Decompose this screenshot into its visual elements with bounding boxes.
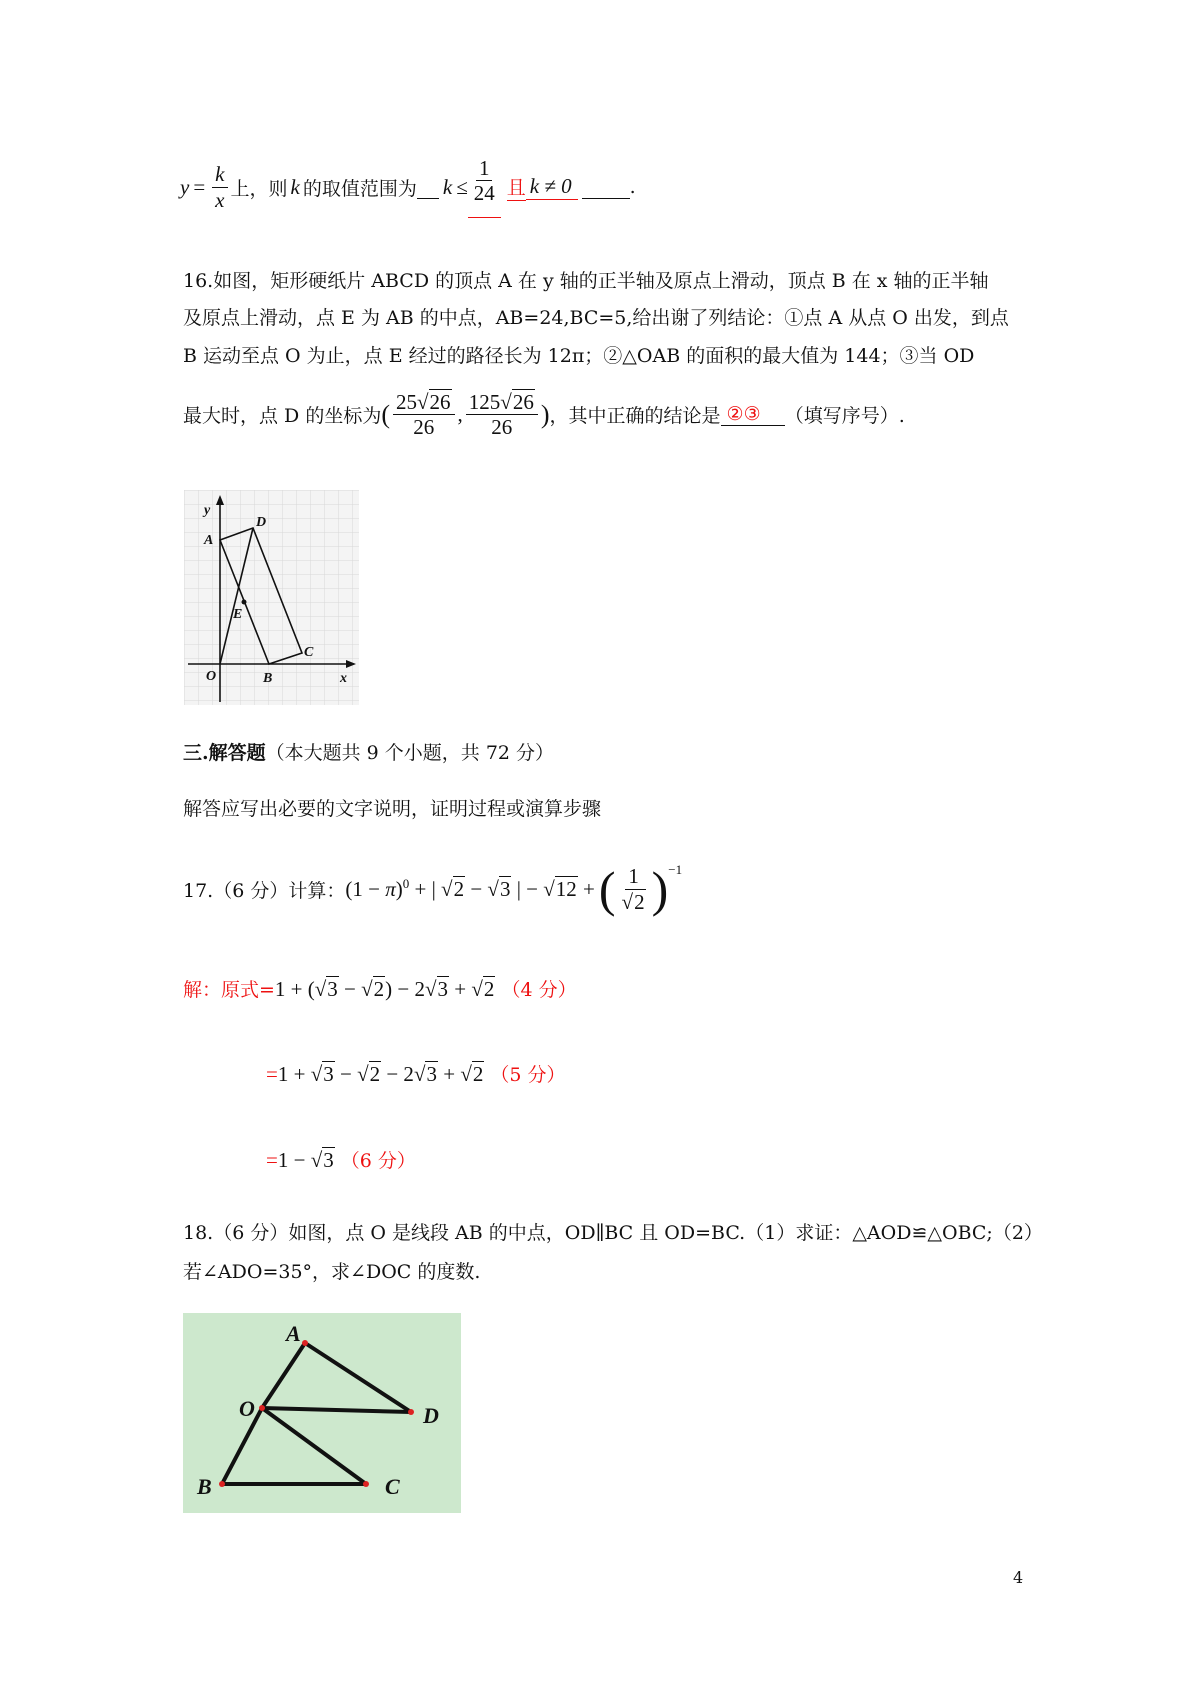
figure-rectangle-svg xyxy=(184,490,359,705)
q15-answer-num: 1 xyxy=(476,156,493,181)
label-d: D xyxy=(423,1403,439,1428)
q15-answer-le: ≤ xyxy=(456,174,468,199)
q17-label: 17.（6 分）计算： xyxy=(183,879,346,902)
point-a xyxy=(302,1340,308,1346)
point-b xyxy=(219,1481,225,1487)
q15-answer-den: 24 xyxy=(473,181,495,205)
q16-coord-x-rad: 26 xyxy=(429,390,451,414)
section3-title: 三.解答题 xyxy=(183,742,266,764)
point-d xyxy=(408,1409,414,1415)
label-b: B xyxy=(263,671,273,686)
label-a: A xyxy=(286,1321,301,1346)
q15-answer-and: 且 xyxy=(507,173,526,201)
label-o: O xyxy=(206,669,217,684)
point-c xyxy=(363,1481,369,1487)
q15-answer-fraction-wrap xyxy=(468,156,501,218)
q16-line4: 最大时，点 D 的坐标为 ( $\frac{25√26}{26}$ , $\frac{125√26}{26}$ ) ，其中正确的结论是 ②③ （填写序号）. xyxy=(183,390,905,440)
q16-answer: ②③ xyxy=(726,403,761,426)
q17-sol-prefix: 解：原式= xyxy=(183,979,275,1001)
q16-coord-x-coef: 25 xyxy=(396,390,417,414)
q17-line: 17.（6 分）计算： $(1 - \pi)^0$ + | √2 − √3 | − √12 + ( $\frac{1}{√2}$ ) −1 xyxy=(183,861,683,917)
q17-expression: $(1 - \pi)^0$ + | √2 − √3 | − √12 + xyxy=(345,876,595,901)
q16-line4-c: （填写序号）. xyxy=(784,405,905,428)
q16-line4-a: 最大时，点 D 的坐标为 xyxy=(183,405,382,428)
q15-eq: = xyxy=(193,174,206,199)
q15-answer-k: k xyxy=(442,174,453,199)
q16-coord-y: $\frac{125√26}{26}$ xyxy=(466,390,538,439)
figure-triangles-svg xyxy=(183,1313,461,1513)
figure-rectangle-on-axes xyxy=(184,490,359,705)
q17-step1-score: （4 分） xyxy=(501,979,577,1001)
q16-coord-x: $\frac{25√26}{26}$ xyxy=(393,390,455,439)
section3-instruction: 解答应写出必要的文字说明，证明过程或演算步骤 xyxy=(183,798,602,820)
q15-frac-den: x xyxy=(215,187,225,212)
q15-line xyxy=(180,152,636,222)
q15-period: . xyxy=(629,176,636,198)
q15-y: y xyxy=(180,174,190,199)
q15-frac-num: k xyxy=(212,162,227,187)
q15-text2: 的取值范围为 xyxy=(302,177,417,200)
q18-line1: 18.（6 分）如图，点 O 是线段 AB 的中点，OD∥BC 且 OD=BC.（1）求证：△AOD≌△OBC;（2） xyxy=(183,1222,1043,1244)
page-number: 4 xyxy=(1013,1568,1024,1587)
q16-coord-y-rad: 26 xyxy=(512,390,534,414)
q15-k: k xyxy=(290,174,300,199)
q18-line2: 若∠ADO=35°，求∠DOC 的度数. xyxy=(183,1261,481,1283)
section3-heading xyxy=(183,738,554,765)
q15-answer-cond: k ≠ 0 xyxy=(526,174,578,200)
q15-answer-fraction xyxy=(471,156,498,205)
q16-line2: 及原点上滑动，点 E 为 AB 的中点，AB=24,BC=5,给出谢了列结论：①点 A 从点 O 出发，到点 xyxy=(183,307,1009,329)
q17-solution-step1: 解：原式=1 + (√3 − √2) − 2√3 + √2 （4 分） xyxy=(183,977,577,1001)
label-c: C xyxy=(304,645,314,660)
label-b: B xyxy=(197,1474,212,1499)
q16-line1: 16.如图，矩形硬纸片 ABCD 的顶点 A 在 y 轴的正半轴及原点上滑动，顶点 B 在 x 轴的正半轴 xyxy=(183,270,989,292)
label-y: y xyxy=(204,503,211,518)
label-a: A xyxy=(204,533,214,548)
q17-solution-step3: =1 − √3 （6 分） xyxy=(266,1148,416,1172)
section3-note: （本大题共 9 个小题，共 72 分） xyxy=(265,742,555,764)
q17-step2-score: （5 分） xyxy=(490,1064,566,1086)
q15-text1: 上，则 xyxy=(230,177,288,200)
q16-coord-x-den: 26 xyxy=(413,415,435,440)
q17-step3-score: （6 分） xyxy=(340,1150,416,1172)
label-d: D xyxy=(256,515,267,530)
q16-coord-y-coef: 125 xyxy=(468,390,501,414)
figure-triangles xyxy=(183,1313,461,1513)
q17-frac: $\frac{1}{√2}$ xyxy=(621,864,645,914)
q16-coord-y-den: 26 xyxy=(491,415,513,440)
label-e: E xyxy=(233,607,243,622)
q16-line4-b: ，其中正确的结论是 xyxy=(549,405,721,428)
label-x: x xyxy=(340,671,347,686)
q15-fraction xyxy=(212,162,227,211)
point-o xyxy=(259,1405,265,1411)
label-c: C xyxy=(385,1474,400,1499)
q17-solution-step2: =1 + √3 − √2 − 2√3 + √2 （5 分） xyxy=(266,1062,566,1086)
point-e xyxy=(242,600,247,605)
label-o: O xyxy=(239,1396,255,1421)
q16-line3: B 运动至点 O 为止，点 E 经过的路径长为 12π；②△OAB 的面积的最大值为 144；③当 OD xyxy=(183,345,975,367)
